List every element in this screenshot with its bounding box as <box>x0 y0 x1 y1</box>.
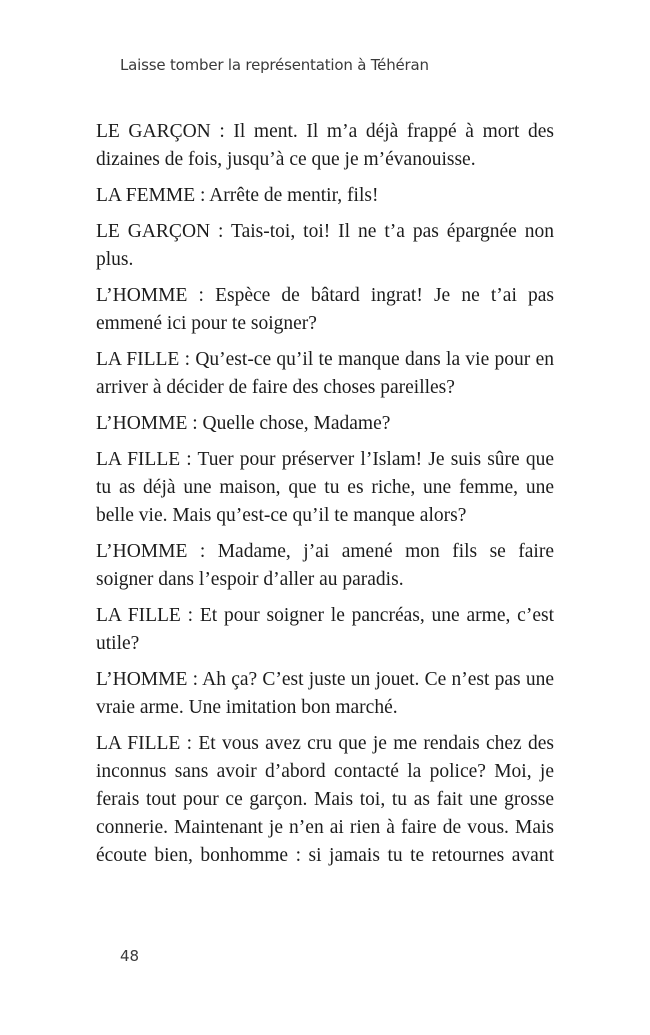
dialogue-paragraph: LA FILLE : Et vous avez cru que je me rendais chez des inconnus sans avoir d’abord contacté la police? Moi, je ferais tout pour ce garçon. Mais toi, tu as fait une grosse connerie. Maintenant je n’en ai rien à faire de vous. Mais écoute bien, bonhomme : si jamais tu te retournes avant <box>96 733 554 866</box>
dialogue-paragraph: L’HOMME : Espèce de bâtard ingrat! Je ne t’ai pas emmené ici pour te soigner? <box>96 285 554 334</box>
dialogue-paragraph: LE GARÇON : Il ment. Il m’a déjà frappé à mort des dizaines de fois, jusqu’à ce que je m’évanouisse. <box>96 121 554 170</box>
dialogue-paragraph: LA FEMME : Arrête de mentir, fils! <box>96 185 379 206</box>
dialogue-paragraph: L’HOMME : Ah ça? C’est juste un jouet. Ce n’est pas une vraie arme. Une imitation bon marché. <box>96 669 554 718</box>
running-header: Laisse tomber la représentation à Téhéran <box>120 56 429 74</box>
page-number: 48 <box>120 947 140 965</box>
dialogue-paragraph: L’HOMME : Madame, j’ai amené mon fils se faire soigner dans l’espoir d’aller au paradis. <box>96 541 554 590</box>
dialogue-paragraph: LA FILLE : Et pour soigner le pancréas, une arme, c’est utile? <box>96 605 554 654</box>
page-body <box>96 118 554 878</box>
dialogue-paragraph: LE GARÇON : Tais-toi, toi! Il ne t’a pas épargnée non plus. <box>96 221 554 270</box>
dialogue-paragraph: L’HOMME : Quelle chose, Madame? <box>96 413 391 434</box>
dialogue-paragraph: LA FILLE : Tuer pour préserver l’Islam! Je suis sûre que tu as déjà une maison, que tu es riche, une femme, une belle vie. Mais qu’est-ce qu’il te manque alors? <box>96 449 554 526</box>
dialogue-paragraph: LA FILLE : Qu’est-ce qu’il te manque dans la vie pour en arriver à décider de faire des choses pareilles? <box>96 349 554 398</box>
